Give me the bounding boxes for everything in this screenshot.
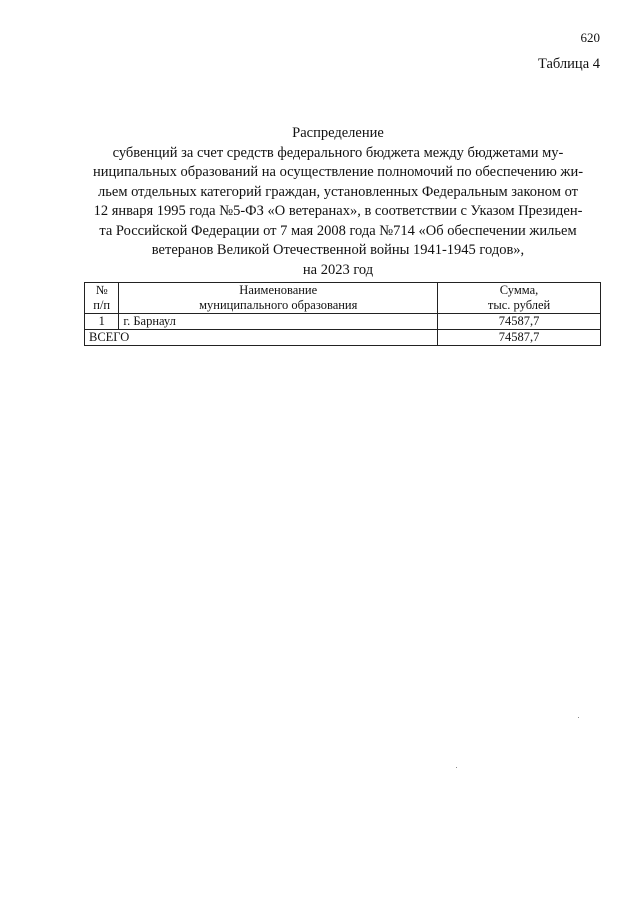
header-num — [85, 283, 119, 314]
scan-speck — [578, 717, 579, 718]
header-sum-line: тыс. рублей — [487, 298, 551, 312]
heading-line: та Российской Федерации от 7 мая 2008 года №714 «Об обеспечении жильем — [99, 222, 577, 239]
header-name-line: Наименование — [239, 283, 318, 297]
table-label: Таблица 4 — [537, 56, 600, 72]
header-name-line: муниципального образования — [199, 298, 358, 312]
heading-line: субвенций за счет средств федерального бюджета между бюджетами му- — [112, 144, 564, 161]
row-num: 1 — [85, 314, 119, 330]
heading-line: ветеранов Великой Отечественной войны 1941-1945 годов», — [151, 242, 525, 258]
table-row — [85, 314, 601, 330]
header-sum-line: Сумма, — [499, 283, 539, 297]
page-number: 620 — [580, 30, 600, 45]
table-header-row — [85, 283, 601, 314]
row-name: г. Барнаул — [119, 314, 438, 330]
total-sum: 74587,7 — [438, 330, 601, 346]
heading-line: 12 января 1995 года №5-ФЗ «О ветеранах», в соответствии с Указом Президен- — [93, 203, 583, 219]
heading-line: ниципальных образований на осуществление полномочий по обеспечению жи- — [92, 164, 584, 180]
row-sum: 74587,7 — [438, 314, 601, 330]
header-num-line: п/п — [93, 298, 111, 312]
header-name — [119, 283, 438, 314]
table-total-row — [85, 330, 601, 346]
document-heading — [78, 124, 598, 280]
header-num-line: № — [95, 283, 108, 297]
heading-title: Распределение — [292, 125, 384, 141]
header-sum — [438, 283, 601, 314]
scan-speck — [456, 767, 457, 768]
heading-line: льем отдельных категорий граждан, установленных Федеральным законом от — [98, 183, 578, 200]
heading-year: на 2023 год — [302, 261, 374, 278]
total-label: ВСЕГО — [85, 330, 438, 346]
subvention-table — [84, 282, 601, 346]
